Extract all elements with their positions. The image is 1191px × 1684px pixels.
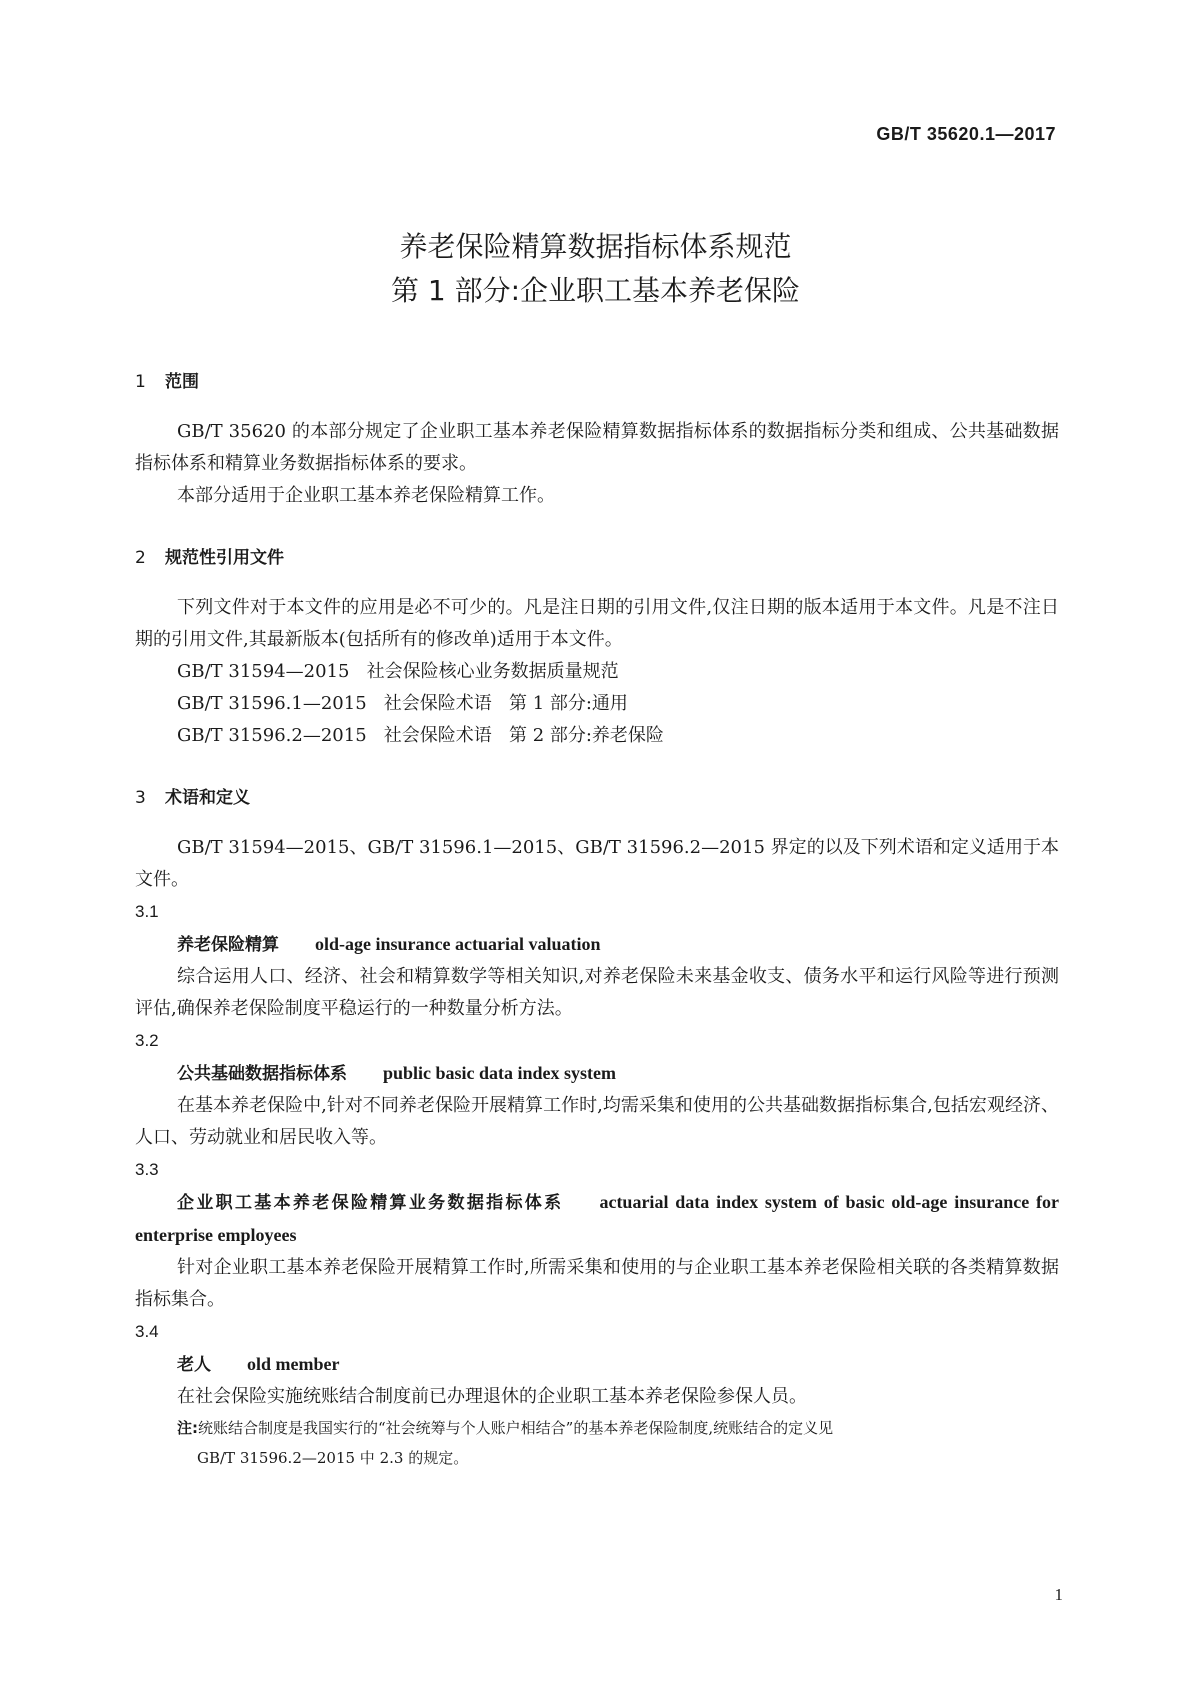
term-name-en: public basic data index system (383, 1063, 617, 1083)
term-name (135, 1348, 1059, 1381)
reference-item: GB/T 31596.1—2015 社会保险术语 第 1 部分:通用 (177, 693, 628, 714)
term-name-zh: 养老保险精算 (177, 935, 279, 955)
reference-item: GB/T 31596.2—2015 社会保险术语 第 2 部分:养老保险 (177, 725, 664, 746)
title-line-1: 养老保险精算数据指标体系规范 (399, 230, 792, 263)
term-name-en: old-age insurance actuarial valuation (315, 934, 601, 954)
section-2-paragraph-1: 下列文件对于本文件的应用是必不可少的。凡是注日期的引用文件,仅注日期的版本适用于本文件。凡是不注日期的引用文件,其最新版本(包括所有的修改单)适用于本文件。 (135, 597, 1059, 650)
section-title: 规范性引用文件 (165, 548, 284, 568)
section-title: 术语和定义 (165, 788, 250, 808)
term-number: 3.4 (135, 1322, 159, 1341)
section-3-paragraph-1: GB/T 31594—2015、GB/T 31596.1—2015、GB/T 31596.2—2015 界定的以及下列术语和定义适用于本文件。 (135, 837, 1059, 890)
section-2-heading (135, 546, 1059, 570)
term-name (135, 928, 1059, 961)
note-text-line-1: 统账结合制度是我国实行的“社会统筹与个人账户相结合”的基本养老保险制度,统账结合的定义见 (198, 1419, 834, 1437)
document-body (135, 370, 1059, 1473)
section-1-heading (135, 370, 1059, 394)
term-definition: 在基本养老保险中,针对不同养老保险开展精算工作时,均需采集和使用的公共基础数据指标集合,包括宏观经济、人口、劳动就业和居民收入等。 (135, 1095, 1059, 1148)
term-name-zh: 公共基础数据指标体系 (177, 1064, 347, 1084)
term-definition: 在社会保险实施统账结合制度前已办理退休的企业职工基本养老保险参保人员。 (177, 1386, 807, 1407)
term-name-en: actuarial data index system of basic old-age insurance for enterprise employees (135, 1192, 1060, 1245)
section-3-heading (135, 786, 1059, 810)
section-title: 范围 (165, 372, 199, 392)
section-number: 2 (135, 548, 146, 568)
standard-number: GB/T 35620.1—2017 (876, 124, 1056, 144)
term-number: 3.3 (135, 1160, 159, 1179)
note-text-line-2: GB/T 31596.2—2015 中 2.3 的规定。 (197, 1449, 469, 1467)
note-label: 注: (177, 1419, 198, 1437)
term-number: 3.1 (135, 902, 159, 921)
document-title (0, 225, 1191, 313)
title-line-2: 第 1 部分:企业职工基本养老保险 (390, 274, 801, 307)
term-note (135, 1413, 1059, 1473)
term-name-zh: 企业职工基本养老保险精算业务数据指标体系 (177, 1193, 564, 1213)
term-name (135, 1057, 1059, 1090)
section-1-paragraph-2: 本部分适用于企业职工基本养老保险精算工作。 (177, 485, 555, 506)
reference-item: GB/T 31594—2015 社会保险核心业务数据质量规范 (177, 661, 619, 682)
term-definition: 针对企业职工基本养老保险开展精算工作时,所需采集和使用的与企业职工基本养老保险相关联的各类精算数据指标集合。 (135, 1257, 1059, 1310)
term-name (135, 1186, 1059, 1252)
term-name-zh: 老人 (177, 1355, 211, 1375)
term-number: 3.2 (135, 1031, 159, 1050)
section-1-paragraph-1: GB/T 35620 的本部分规定了企业职工基本养老保险精算数据指标体系的数据指标分类和组成、公共基础数据指标体系和精算业务数据指标体系的要求。 (135, 421, 1059, 474)
term-definition: 综合运用人口、经济、社会和精算数学等相关知识,对养老保险未来基金收支、债务水平和运行风险等进行预测评估,确保养老保险制度平稳运行的一种数量分析方法。 (135, 966, 1059, 1019)
term-name-en: old member (247, 1354, 340, 1374)
page-number: 1 (1054, 1585, 1063, 1604)
section-number: 1 (135, 372, 146, 392)
section-number: 3 (135, 788, 146, 808)
